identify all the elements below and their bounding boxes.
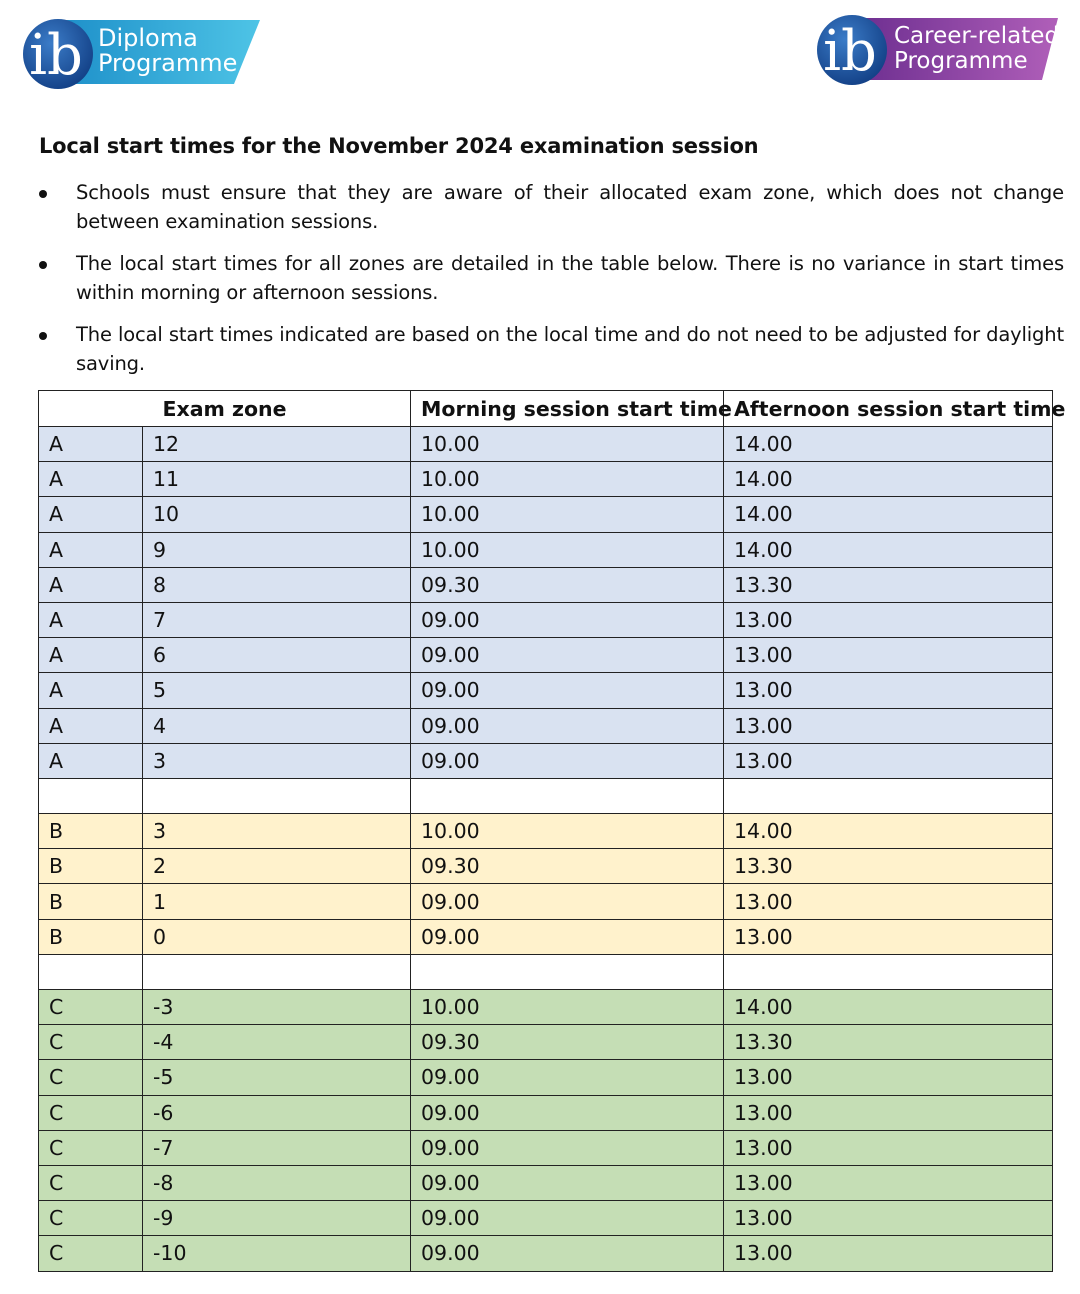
afternoon-time-cell: 13.30 — [724, 1025, 1053, 1060]
zone-number-cell: 5 — [143, 673, 411, 708]
zone-number-cell: -3 — [143, 990, 411, 1025]
svg-text:ib: ib — [29, 23, 83, 88]
table-header-row — [39, 391, 1053, 427]
zone-number-cell: 6 — [143, 638, 411, 673]
afternoon-time-cell: 13.00 — [724, 708, 1053, 743]
morning-time-cell: 09.30 — [411, 567, 724, 602]
afternoon-time-cell: 14.00 — [724, 427, 1053, 462]
zone-group-cell: B — [39, 884, 143, 919]
bullet-text: The local start times indicated are based on the local time and do not need to be adjusted for daylight saving. — [76, 323, 1064, 375]
morning-time-cell: 09.00 — [411, 1165, 724, 1200]
morning-time-cell: 09.00 — [411, 884, 724, 919]
table-row — [39, 708, 1053, 743]
morning-time-cell: 10.00 — [411, 532, 724, 567]
diploma-programme-logo — [22, 18, 262, 90]
zone-group-cell: A — [39, 532, 143, 567]
table-row — [39, 532, 1053, 567]
page-title: Local start times for the November 2024 examination session — [39, 134, 759, 158]
zone-group-cell: C — [39, 1201, 143, 1236]
afternoon-time-cell: 13.00 — [724, 1201, 1053, 1236]
list-item — [39, 178, 1064, 236]
zone-group-cell: A — [39, 638, 143, 673]
morning-time-cell: 09.00 — [411, 708, 724, 743]
afternoon-time-cell: 13.00 — [724, 673, 1053, 708]
morning-time-cell — [411, 778, 724, 813]
morning-time-cell: 09.00 — [411, 638, 724, 673]
zone-group-cell: C — [39, 1025, 143, 1060]
zone-group-cell: C — [39, 1060, 143, 1095]
table-row — [39, 497, 1053, 532]
list-item — [39, 320, 1064, 378]
table-row — [39, 1165, 1053, 1200]
table-body — [39, 427, 1053, 1272]
afternoon-time-cell: 13.00 — [724, 884, 1053, 919]
zone-number-cell: 10 — [143, 497, 411, 532]
zone-number-cell: -10 — [143, 1236, 411, 1271]
zone-number-cell: -4 — [143, 1025, 411, 1060]
zone-group-cell: A — [39, 602, 143, 637]
morning-time-cell: 09.00 — [411, 919, 724, 954]
morning-time-cell: 09.00 — [411, 673, 724, 708]
morning-time-cell — [411, 954, 724, 989]
zone-group-cell: A — [39, 743, 143, 778]
table-row — [39, 849, 1053, 884]
zone-number-cell: 3 — [143, 743, 411, 778]
zone-number-cell: -8 — [143, 1165, 411, 1200]
afternoon-time-cell: 13.30 — [724, 849, 1053, 884]
afternoon-time-cell: 13.00 — [724, 1095, 1053, 1130]
zone-number-cell: 9 — [143, 532, 411, 567]
zone-number-cell: -5 — [143, 1060, 411, 1095]
table-row — [39, 1060, 1053, 1095]
afternoon-time-cell: 13.00 — [724, 1060, 1053, 1095]
morning-time-cell: 10.00 — [411, 814, 724, 849]
table-row — [39, 814, 1053, 849]
header-morning-start: Morning session start time — [411, 391, 724, 427]
afternoon-time-cell: 13.00 — [724, 1165, 1053, 1200]
afternoon-time-cell: 14.00 — [724, 814, 1053, 849]
zone-group-cell: C — [39, 1130, 143, 1165]
afternoon-time-cell: 14.00 — [724, 990, 1053, 1025]
bullet-text: Schools must ensure that they are aware of their allocated exam zone, which does not change between examination sessions. — [76, 181, 1064, 233]
morning-time-cell: 09.00 — [411, 743, 724, 778]
afternoon-time-cell: 13.00 — [724, 919, 1053, 954]
zone-group-cell: C — [39, 990, 143, 1025]
morning-time-cell: 09.00 — [411, 1130, 724, 1165]
zone-number-cell: 12 — [143, 427, 411, 462]
bullet-text: The local start times for all zones are detailed in the table below. There is no variance in start times within morning or afternoon sessions. — [76, 252, 1064, 304]
table-spacer-row — [39, 954, 1053, 989]
table-row — [39, 638, 1053, 673]
zone-number-cell: 1 — [143, 884, 411, 919]
table-row — [39, 602, 1053, 637]
zone-number-cell: 11 — [143, 462, 411, 497]
start-times-table — [38, 390, 1066, 1272]
table-row — [39, 1095, 1053, 1130]
afternoon-time-cell: 14.00 — [724, 532, 1053, 567]
table-row — [39, 990, 1053, 1025]
zone-group-cell: B — [39, 814, 143, 849]
table-row — [39, 1025, 1053, 1060]
bullet-icon — [39, 190, 47, 198]
table-row — [39, 567, 1053, 602]
dp-logo-line1: Diploma — [98, 24, 198, 52]
zone-group-cell — [39, 954, 143, 989]
afternoon-time-cell: 13.00 — [724, 1236, 1053, 1271]
zone-group-cell: A — [39, 708, 143, 743]
svg-text:ib: ib — [823, 19, 877, 84]
table-row — [39, 673, 1053, 708]
dp-logo-line2: Programme — [98, 49, 238, 77]
zone-group-cell: A — [39, 427, 143, 462]
zone-group-cell — [39, 778, 143, 813]
bullet-icon — [39, 332, 47, 340]
afternoon-time-cell: 13.00 — [724, 638, 1053, 673]
zone-group-cell: C — [39, 1095, 143, 1130]
afternoon-time-cell: 13.00 — [724, 602, 1053, 637]
morning-time-cell: 09.00 — [411, 602, 724, 637]
zone-group-cell: B — [39, 919, 143, 954]
list-item — [39, 249, 1064, 307]
zone-group-cell: C — [39, 1236, 143, 1271]
morning-time-cell: 09.00 — [411, 1060, 724, 1095]
afternoon-time-cell — [724, 778, 1053, 813]
table-row — [39, 884, 1053, 919]
zone-number-cell: -6 — [143, 1095, 411, 1130]
cp-logo-line2: Programme — [894, 48, 1028, 74]
zone-number-cell: 0 — [143, 919, 411, 954]
afternoon-time-cell: 13.00 — [724, 1130, 1053, 1165]
zone-group-cell: A — [39, 673, 143, 708]
header-exam-zone: Exam zone — [39, 391, 411, 427]
table-row — [39, 919, 1053, 954]
zone-number-cell: 8 — [143, 567, 411, 602]
zone-group-cell: A — [39, 497, 143, 532]
morning-time-cell: 10.00 — [411, 497, 724, 532]
afternoon-time-cell: 14.00 — [724, 497, 1053, 532]
zone-group-cell: C — [39, 1165, 143, 1200]
zone-number-cell — [143, 954, 411, 989]
afternoon-time-cell: 14.00 — [724, 462, 1053, 497]
zone-number-cell: -7 — [143, 1130, 411, 1165]
header-afternoon-start: Afternoon session start time — [724, 391, 1053, 427]
zone-group-cell: B — [39, 849, 143, 884]
morning-time-cell: 09.00 — [411, 1095, 724, 1130]
table-row — [39, 1130, 1053, 1165]
table-row — [39, 1236, 1053, 1271]
morning-time-cell: 09.00 — [411, 1236, 724, 1271]
table-row — [39, 743, 1053, 778]
morning-time-cell: 10.00 — [411, 990, 724, 1025]
morning-time-cell: 09.30 — [411, 1025, 724, 1060]
zone-number-cell: 3 — [143, 814, 411, 849]
table-row — [39, 1201, 1053, 1236]
zone-number-cell: 2 — [143, 849, 411, 884]
table-spacer-row — [39, 778, 1053, 813]
bullet-icon — [39, 261, 47, 269]
table-row — [39, 427, 1053, 462]
table-row — [39, 462, 1053, 497]
notes-list — [39, 178, 1064, 391]
zone-group-cell: A — [39, 567, 143, 602]
morning-time-cell: 09.00 — [411, 1201, 724, 1236]
zone-number-cell: 7 — [143, 602, 411, 637]
cp-logo-line1: Career-related — [894, 23, 1060, 49]
morning-time-cell: 10.00 — [411, 462, 724, 497]
morning-time-cell: 10.00 — [411, 427, 724, 462]
zone-number-cell: 4 — [143, 708, 411, 743]
career-related-programme-logo — [816, 14, 1060, 86]
morning-time-cell: 09.30 — [411, 849, 724, 884]
afternoon-time-cell: 13.30 — [724, 567, 1053, 602]
zone-number-cell: -9 — [143, 1201, 411, 1236]
afternoon-time-cell — [724, 954, 1053, 989]
zone-number-cell — [143, 778, 411, 813]
zone-group-cell: A — [39, 462, 143, 497]
afternoon-time-cell: 13.00 — [724, 743, 1053, 778]
